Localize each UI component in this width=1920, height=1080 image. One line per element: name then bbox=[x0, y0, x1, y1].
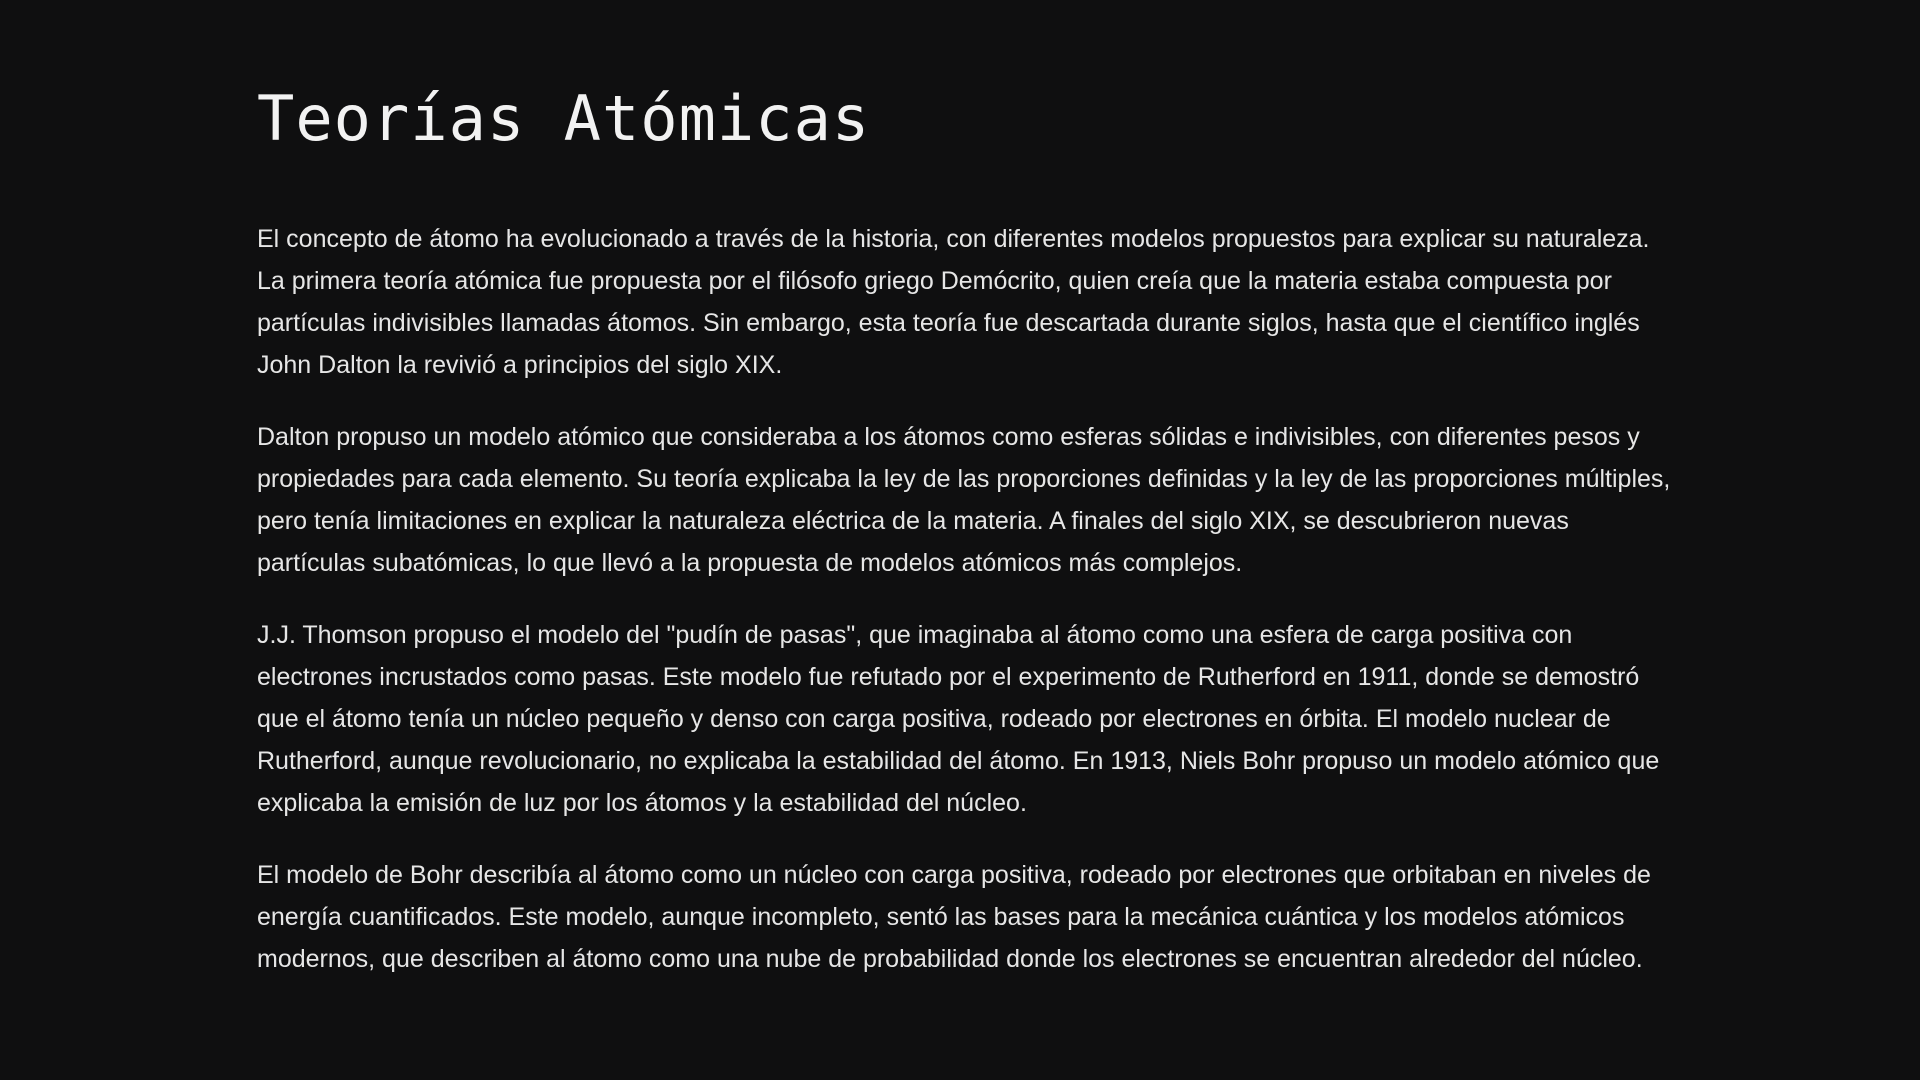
slide-title: Teorías Atómicas bbox=[257, 82, 871, 155]
paragraph-democritus-dalton: El concepto de átomo ha evolucionado a través de la historia, con diferentes modelos propuestos para explicar su naturaleza. La primera teoría atómica fue propuesta por el filósofo griego Demócrito, quien creía que la materia estaba compuesta por partículas indivisibles llamadas átomos. Sin embargo, esta teoría fue descartada durante siglos, hasta que el científico inglés John Dalton la revivió a principios del siglo XIX. bbox=[257, 225, 1650, 379]
paragraph-thomson-rutherford: J.J. Thomson propuso el modelo del "pudín de pasas", que imaginaba al átomo como una esfera de carga positiva con electrones incrustados como pasas. Este modelo fue refutado por el experimento de Rutherford en 1911, donde se demostró que el átomo tenía un núcleo pequeño y denso con carga positiva, rodeado por electrones en órbita. El modelo nuclear de Rutherford, aunque revolucionario, no explicaba la estabilidad del átomo. En 1913, Niels Bohr propuso un modelo atómico que explicaba la emisión de luz por los átomos y la estabilidad del núcleo. bbox=[257, 621, 1660, 817]
paragraph-bohr-model: El modelo de Bohr describía al átomo como un núcleo con carga positiva, rodeado por electrones que orbitaban en niveles de energía cuantificados. Este modelo, aunque incompleto, sentó las bases para la mecánica cuántica y los modelos atómicos modernos, que describen al átomo como una nube de probabilidad donde los electrones se encuentran alrededor del núcleo. bbox=[257, 861, 1651, 973]
slide-content bbox=[257, 218, 1677, 980]
paragraph-dalton-model: Dalton propuso un modelo atómico que consideraba a los átomos como esferas sólidas e indivisibles, con diferentes pesos y propiedades para cada elemento. Su teoría explicaba la ley de las proporciones definidas y la ley de las proporciones múltiples, pero tenía limitaciones en explicar la naturaleza eléctrica de la materia. A finales del siglo XIX, se descubrieron nuevas partículas subatómicas, lo que llevó a la propuesta de modelos atómicos más complejos. bbox=[257, 423, 1671, 577]
